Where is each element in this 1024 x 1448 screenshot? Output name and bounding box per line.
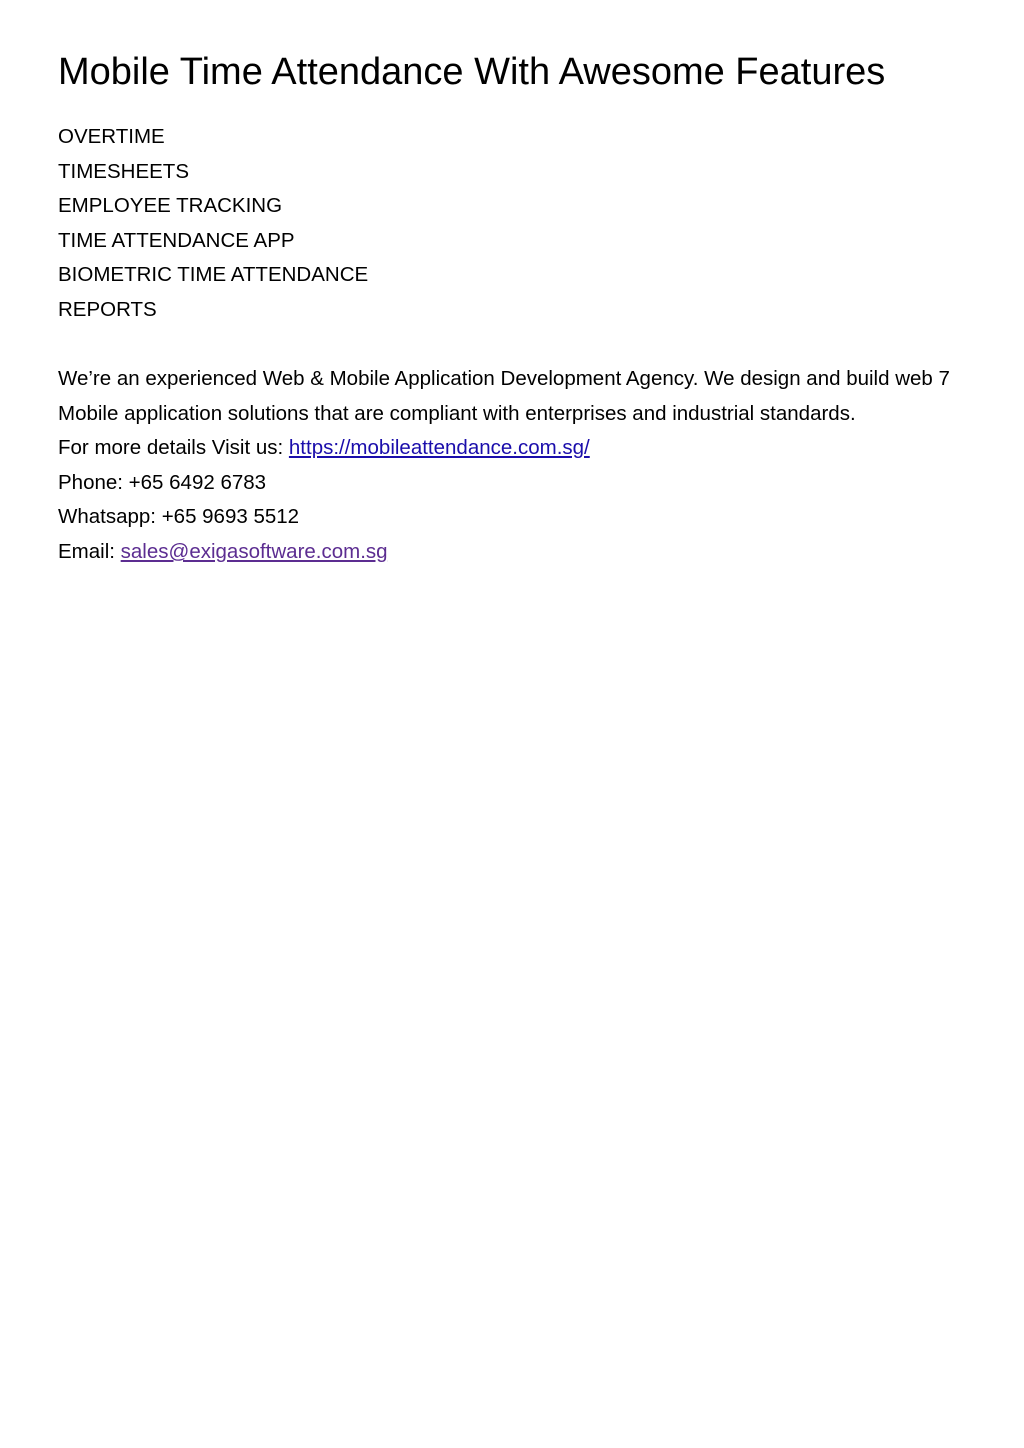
phone-line: Phone: +65 6492 6783 [58,470,267,494]
feature-item: TIMESHEETS [58,159,189,183]
email-label: Email: [58,539,121,563]
feature-item: TIME ATTENDANCE APP [58,228,295,252]
feature-item: OVERTIME [58,125,165,148]
about-section [58,362,958,570]
website-link[interactable]: https://mobileattendance.com.sg/ [288,436,590,460]
email-link[interactable]: sales@exigasoftware.com.sg [120,539,388,563]
visit-line [58,431,958,466]
visit-label: For more details Visit us: [58,436,289,460]
page-title: Mobile Time Attendance With Awesome Features [58,51,886,93]
feature-item: BIOMETRIC TIME ATTENDANCE [58,263,369,287]
feature-list [58,120,368,328]
company-description: We’re an experienced Web & Mobile Application Development Agency. We design and build web 7 Mobile application solutions that are compliant with enterprises and industrial standards. [58,367,950,425]
feature-item: EMPLOYEE TRACKING [58,194,283,218]
email-line [58,535,958,570]
whatsapp-line: Whatsapp: +65 9693 5512 [58,505,300,529]
feature-item: REPORTS [58,297,157,321]
